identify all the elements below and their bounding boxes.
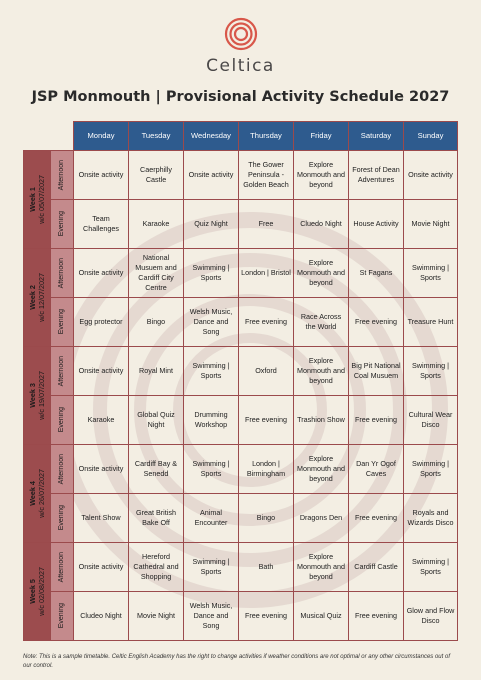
- schedule-body: [24, 151, 458, 641]
- activity-cell: Karaoke: [74, 396, 129, 445]
- activity-cell: London | Birmingham: [239, 445, 294, 494]
- activity-cell: Egg protector: [74, 298, 129, 347]
- week-commencing-date: w/c 02/08/2027: [37, 567, 46, 616]
- activity-cell: Team Challenges: [74, 200, 129, 249]
- activity-cell: Swimming | Sports: [184, 445, 239, 494]
- time-slot-cell: [51, 249, 74, 298]
- day-header-monday: Monday: [74, 122, 129, 151]
- week-number: Week 1: [28, 187, 37, 212]
- activity-cell: Free evening: [239, 592, 294, 641]
- activity-cell: Dragons Den: [294, 494, 349, 543]
- time-slot-cell: [51, 298, 74, 347]
- week-number: Week 3: [28, 383, 37, 408]
- activity-cell: Cardiff Castle: [349, 543, 404, 592]
- activity-cell: Explore Monmouth and beyond: [294, 445, 349, 494]
- activity-cell: Talent Show: [74, 494, 129, 543]
- activity-cell: Hereford Cathedral and Shopping: [129, 543, 184, 592]
- activity-cell: Treasure Hunt: [404, 298, 458, 347]
- activity-cell: Free evening: [349, 396, 404, 445]
- week-label-cell: [24, 249, 51, 347]
- week-label: [28, 567, 46, 616]
- schedule-row-week4-evening: [24, 494, 458, 543]
- time-slot-label: Afternoon: [58, 355, 65, 387]
- brand-logo: [0, 14, 481, 76]
- concentric-circles-icon: [224, 14, 258, 54]
- activity-cell: St Fagans: [349, 249, 404, 298]
- time-slot-label: Afternoon: [58, 159, 65, 191]
- schedule-row-week1-evening: [24, 200, 458, 249]
- schedule-row-week3-afternoon: [24, 347, 458, 396]
- activity-cell: Onsite activity: [74, 151, 129, 200]
- activity-cell: Bingo: [129, 298, 184, 347]
- header-spacer: [51, 122, 74, 151]
- time-slot-label: Evening: [58, 211, 65, 237]
- activity-cell: Cultural Wear Disco: [404, 396, 458, 445]
- day-header-row: [24, 122, 458, 151]
- activity-cell: Free: [239, 200, 294, 249]
- activity-cell: Explore Monmouth and beyond: [294, 249, 349, 298]
- week-commencing-date: w/c 19/07/2027: [37, 371, 46, 420]
- activity-cell: Swimming | Sports: [404, 347, 458, 396]
- week-commencing-date: w/c 12/07/2027: [37, 273, 46, 322]
- activity-cell: Onsite activity: [74, 445, 129, 494]
- day-header-friday: Friday: [294, 122, 349, 151]
- activity-cell: Swimming | Sports: [404, 249, 458, 298]
- activity-cell: Drumming Workshop: [184, 396, 239, 445]
- activity-cell: Musical Quiz: [294, 592, 349, 641]
- activity-cell: Explore Monmouth and beyond: [294, 347, 349, 396]
- activity-cell: Swimming | Sports: [184, 249, 239, 298]
- schedule-row-week1-afternoon: [24, 151, 458, 200]
- header-spacer: [24, 122, 51, 151]
- activity-cell: Cardiff Bay & Senedd: [129, 445, 184, 494]
- schedule-row-week4-afternoon: [24, 445, 458, 494]
- week-number: Week 4: [28, 481, 37, 506]
- activity-cell: Trashion Show: [294, 396, 349, 445]
- activity-cell: Dan Yr Ogof Caves: [349, 445, 404, 494]
- brand-name: Celtica: [206, 56, 275, 76]
- week-label-cell: [24, 543, 51, 641]
- page-title: JSP Monmouth | Provisional Activity Schedule 2027: [31, 89, 450, 105]
- time-slot-cell: [51, 151, 74, 200]
- activity-cell: Free evening: [349, 298, 404, 347]
- activity-cell: Free evening: [239, 298, 294, 347]
- activity-cell: National Musuem and Cardiff City Centre: [129, 249, 184, 298]
- activity-cell: Swimming | Sports: [184, 347, 239, 396]
- time-slot-label: Afternoon: [58, 551, 65, 583]
- time-slot-cell: [51, 445, 74, 494]
- activity-cell: Race Across the World: [294, 298, 349, 347]
- activity-cell: Cludeo Night: [74, 592, 129, 641]
- activity-cell: Onsite activity: [74, 347, 129, 396]
- activity-cell: Swimming | Sports: [404, 445, 458, 494]
- activity-cell: Great British Bake Off: [129, 494, 184, 543]
- activity-cell: Explore Monmouth and beyond: [294, 543, 349, 592]
- time-slot-cell: [51, 347, 74, 396]
- week-label: [28, 469, 46, 518]
- time-slot-label: Evening: [58, 309, 65, 335]
- activity-cell: Welsh Music, Dance and Song: [184, 298, 239, 347]
- day-header-tuesday: Tuesday: [129, 122, 184, 151]
- week-number: Week 2: [28, 285, 37, 310]
- week-label-cell: [24, 151, 51, 249]
- activity-cell: Swimming | Sports: [404, 543, 458, 592]
- week-label-cell: [24, 347, 51, 445]
- week-label: [28, 175, 46, 224]
- activity-cell: Royals and Wizards Disco: [404, 494, 458, 543]
- activity-cell: Karaoke: [129, 200, 184, 249]
- time-slot-cell: [51, 543, 74, 592]
- week-label: [28, 273, 46, 322]
- schedule-row-week5-afternoon: [24, 543, 458, 592]
- activity-cell: Free evening: [349, 592, 404, 641]
- activity-cell: The Gower Peninsula - Golden Beach: [239, 151, 294, 200]
- time-slot-label: Evening: [58, 603, 65, 629]
- activity-cell: Movie Night: [129, 592, 184, 641]
- activity-cell: Cluedo Night: [294, 200, 349, 249]
- activity-cell: Oxford: [239, 347, 294, 396]
- week-commencing-date: w/c 26/07/2027: [37, 469, 46, 518]
- week-label: [28, 371, 46, 420]
- schedule-row-week2-evening: [24, 298, 458, 347]
- activity-cell: Bingo: [239, 494, 294, 543]
- activity-cell: Onsite activity: [74, 249, 129, 298]
- activity-schedule-table: [23, 121, 458, 641]
- time-slot-cell: [51, 396, 74, 445]
- time-slot-label: Afternoon: [58, 257, 65, 289]
- schedule-row-week5-evening: [24, 592, 458, 641]
- week-commencing-date: w/c 05/07/2027: [37, 175, 46, 224]
- day-header-sunday: Sunday: [404, 122, 458, 151]
- activity-cell: Forest of Dean Adventures: [349, 151, 404, 200]
- activity-cell: London | Bristol: [239, 249, 294, 298]
- activity-cell: Onsite activity: [184, 151, 239, 200]
- activity-cell: Free evening: [239, 396, 294, 445]
- time-slot-cell: [51, 494, 74, 543]
- activity-cell: House Activity: [349, 200, 404, 249]
- activity-cell: Royal Mint: [129, 347, 184, 396]
- schedule-row-week3-evening: [24, 396, 458, 445]
- time-slot-label: Evening: [58, 505, 65, 531]
- day-header-saturday: Saturday: [349, 122, 404, 151]
- activity-cell: Onsite activity: [404, 151, 458, 200]
- time-slot-label: Evening: [58, 407, 65, 433]
- time-slot-label: Afternoon: [58, 453, 65, 485]
- activity-cell: Bath: [239, 543, 294, 592]
- activity-cell: Onsite activity: [74, 543, 129, 592]
- day-header-wednesday: Wednesday: [184, 122, 239, 151]
- time-slot-cell: [51, 200, 74, 249]
- activity-cell: Caerphilly Castle: [129, 151, 184, 200]
- week-number: Week 5: [28, 579, 37, 604]
- day-header-thursday: Thursday: [239, 122, 294, 151]
- activity-cell: Big Pit National Coal Musuem: [349, 347, 404, 396]
- time-slot-cell: [51, 592, 74, 641]
- activity-cell: Glow and Flow Disco: [404, 592, 458, 641]
- activity-cell: Free evening: [349, 494, 404, 543]
- activity-cell: Animal Encounter: [184, 494, 239, 543]
- activity-cell: Global Quiz Night: [129, 396, 184, 445]
- activity-cell: Swimming | Sports: [184, 543, 239, 592]
- disclaimer-note: Note: This is a sample timetable. Celtic English Academy has the right to change activities if weather conditions are not optimal or any other circumstances out of our control.: [23, 654, 450, 669]
- week-label-cell: [24, 445, 51, 543]
- activity-cell: Explore Monmouth and beyond: [294, 151, 349, 200]
- activity-cell: Movie Night: [404, 200, 458, 249]
- activity-cell: Quiz Night: [184, 200, 239, 249]
- schedule-row-week2-afternoon: [24, 249, 458, 298]
- activity-cell: Welsh Music, Dance and Song: [184, 592, 239, 641]
